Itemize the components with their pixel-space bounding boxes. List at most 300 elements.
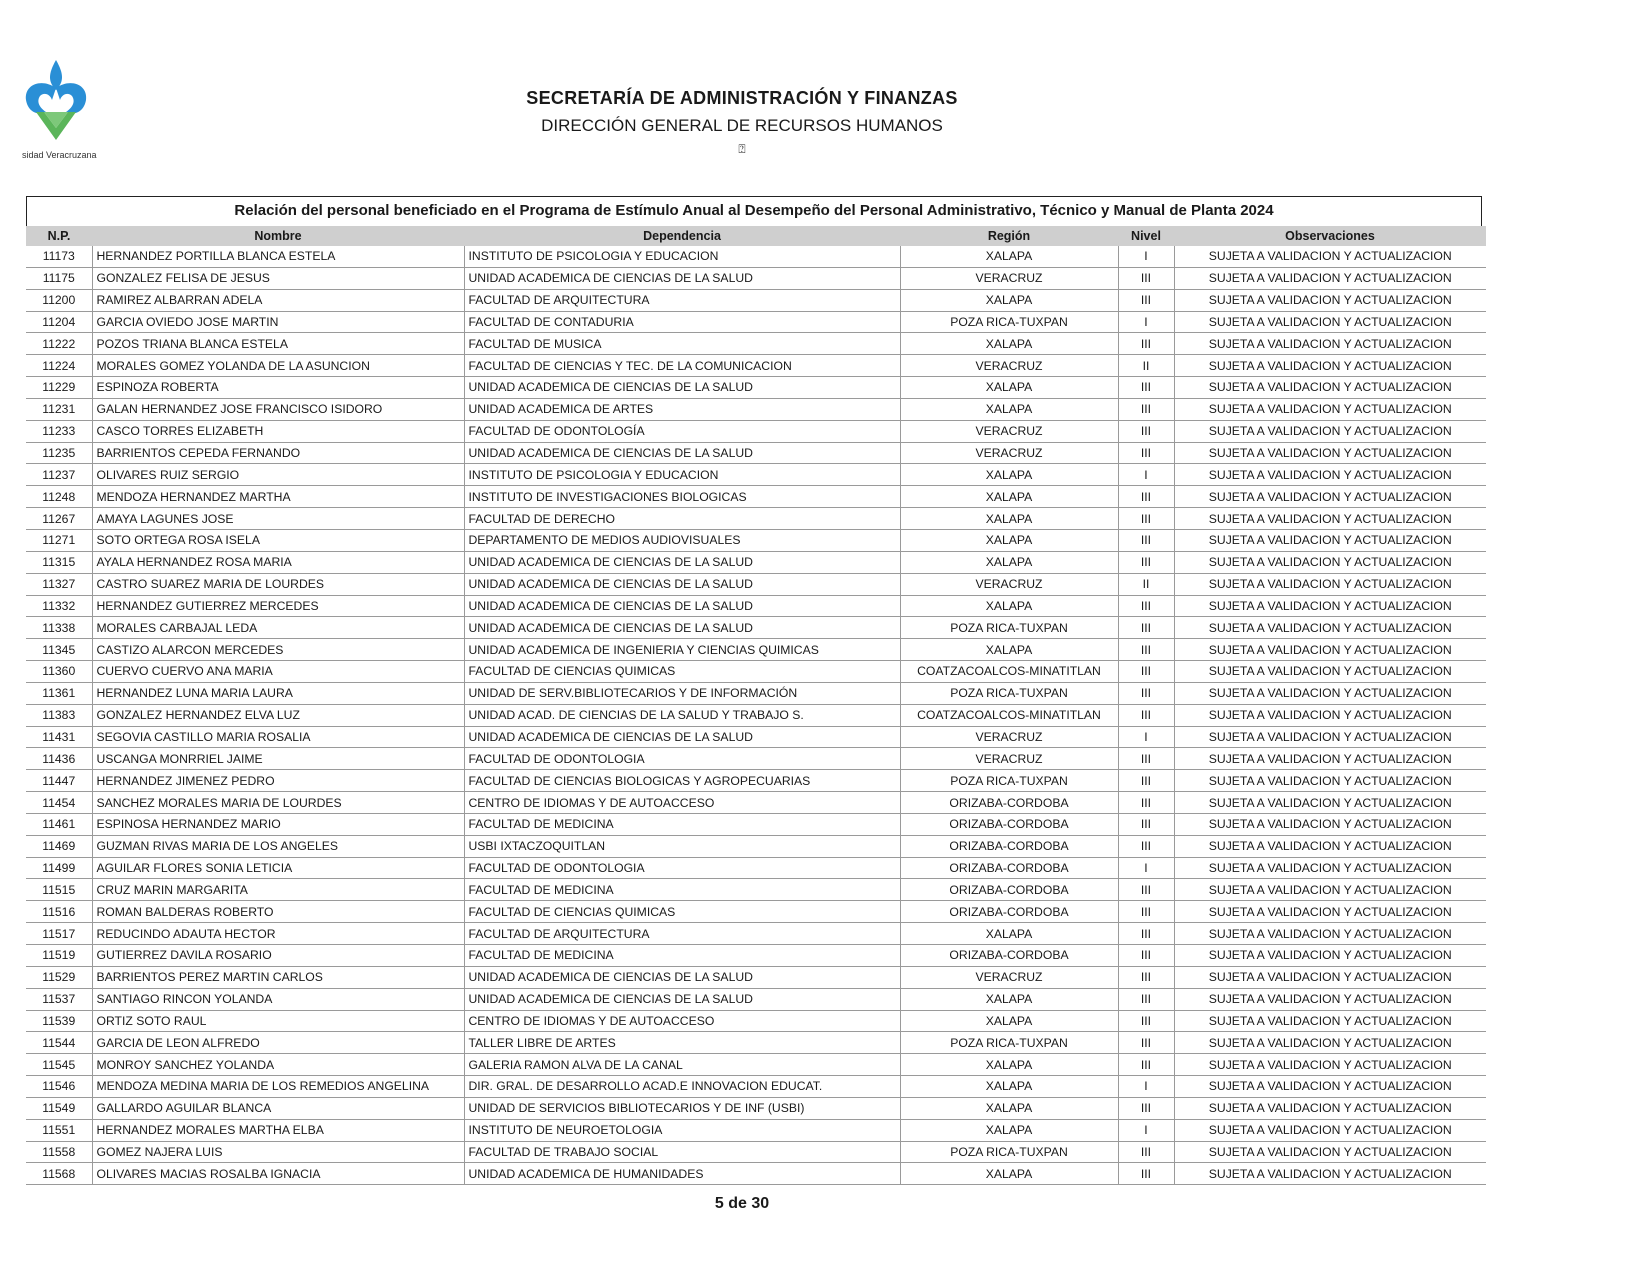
- cell-np: 11315: [26, 551, 92, 573]
- table-row: [26, 464, 1486, 486]
- cell-np: 11338: [26, 617, 92, 639]
- cell-dependencia: INSTITUTO DE INVESTIGACIONES BIOLOGICAS: [464, 486, 900, 508]
- cell-np: 11248: [26, 486, 92, 508]
- table-row: [26, 726, 1486, 748]
- cell-observaciones: SUJETA A VALIDACION Y ACTUALIZACION: [1174, 923, 1486, 945]
- cell-nivel: III: [1118, 333, 1174, 355]
- cell-nivel: III: [1118, 289, 1174, 311]
- cell-nivel: III: [1118, 551, 1174, 573]
- cell-observaciones: SUJETA A VALIDACION Y ACTUALIZACION: [1174, 813, 1486, 835]
- page-subtitle: DIRECCIÓN GENERAL DE RECURSOS HUMANOS: [541, 116, 943, 135]
- table-row: [26, 639, 1486, 661]
- cell-observaciones: SUJETA A VALIDACION Y ACTUALIZACION: [1174, 1163, 1486, 1185]
- cell-np: 11469: [26, 835, 92, 857]
- cell-dependencia: UNIDAD ACADEMICA DE CIENCIAS DE LA SALUD: [464, 551, 900, 573]
- cell-nombre: AMAYA LAGUNES JOSE: [92, 508, 464, 530]
- cell-nivel: III: [1118, 442, 1174, 464]
- table-row: [26, 1032, 1486, 1054]
- cell-np: 11544: [26, 1032, 92, 1054]
- cell-nombre: ORTIZ SOTO RAUL: [92, 1010, 464, 1032]
- cell-dependencia: FACULTAD DE MEDICINA: [464, 945, 900, 967]
- cell-nivel: II: [1118, 573, 1174, 595]
- table-row: [26, 1119, 1486, 1141]
- cell-nivel: III: [1118, 639, 1174, 661]
- table-row: [26, 333, 1486, 355]
- cell-observaciones: SUJETA A VALIDACION Y ACTUALIZACION: [1174, 551, 1486, 573]
- page-title: SECRETARÍA DE ADMINISTRACIÓN Y FINANZAS: [526, 88, 958, 108]
- personnel-table: [26, 226, 1486, 1185]
- cell-region: XALAPA: [900, 923, 1118, 945]
- cell-dependencia: INSTITUTO DE NEUROETOLOGIA: [464, 1119, 900, 1141]
- cell-region: XALAPA: [900, 551, 1118, 573]
- cell-np: 11204: [26, 311, 92, 333]
- cell-nivel: III: [1118, 945, 1174, 967]
- cell-observaciones: SUJETA A VALIDACION Y ACTUALIZACION: [1174, 420, 1486, 442]
- cell-nivel: I: [1118, 311, 1174, 333]
- cell-nivel: III: [1118, 966, 1174, 988]
- logo-text: sidad Veracruzana: [22, 150, 97, 160]
- cell-observaciones: SUJETA A VALIDACION Y ACTUALIZACION: [1174, 770, 1486, 792]
- cell-np: 11551: [26, 1119, 92, 1141]
- cell-np: 11436: [26, 748, 92, 770]
- cell-nombre: HERNANDEZ GUTIERREZ MERCEDES: [92, 595, 464, 617]
- cell-dependencia: TALLER LIBRE DE ARTES: [464, 1032, 900, 1054]
- cell-np: 11224: [26, 355, 92, 377]
- cell-np: 11517: [26, 923, 92, 945]
- cell-dependencia: FACULTAD DE CIENCIAS Y TEC. DE LA COMUNICACION: [464, 355, 900, 377]
- cell-observaciones: SUJETA A VALIDACION Y ACTUALIZACION: [1174, 267, 1486, 289]
- cell-nombre: BARRIENTOS PEREZ MARTIN CARLOS: [92, 966, 464, 988]
- cell-np: 11361: [26, 682, 92, 704]
- cell-observaciones: SUJETA A VALIDACION Y ACTUALIZACION: [1174, 486, 1486, 508]
- cell-np: 11327: [26, 573, 92, 595]
- column-header-dependencia: Dependencia: [464, 226, 900, 246]
- cell-nivel: III: [1118, 835, 1174, 857]
- cell-dependencia: UNIDAD ACADEMICA DE CIENCIAS DE LA SALUD: [464, 988, 900, 1010]
- cell-region: VERACRUZ: [900, 748, 1118, 770]
- cell-observaciones: SUJETA A VALIDACION Y ACTUALIZACION: [1174, 398, 1486, 420]
- cell-np: 11431: [26, 726, 92, 748]
- cell-observaciones: SUJETA A VALIDACION Y ACTUALIZACION: [1174, 595, 1486, 617]
- cell-np: 11229: [26, 377, 92, 399]
- cell-nivel: I: [1118, 726, 1174, 748]
- cell-np: 11549: [26, 1097, 92, 1119]
- cell-dependencia: UNIDAD DE SERV.BIBLIOTECARIOS Y DE INFORMACIÓN: [464, 682, 900, 704]
- cell-np: 11529: [26, 966, 92, 988]
- cell-nombre: GARCIA DE LEON ALFREDO: [92, 1032, 464, 1054]
- cell-np: 11461: [26, 813, 92, 835]
- cell-nivel: III: [1118, 704, 1174, 726]
- cell-dependencia: USBI IXTACZOQUITLAN: [464, 835, 900, 857]
- cell-region: XALAPA: [900, 333, 1118, 355]
- cell-observaciones: SUJETA A VALIDACION Y ACTUALIZACION: [1174, 1010, 1486, 1032]
- cell-nivel: III: [1118, 988, 1174, 1010]
- cell-np: 11539: [26, 1010, 92, 1032]
- cell-observaciones: SUJETA A VALIDACION Y ACTUALIZACION: [1174, 464, 1486, 486]
- cell-np: 11237: [26, 464, 92, 486]
- cell-region: ORIZABA-CORDOBA: [900, 879, 1118, 901]
- table-row: [26, 682, 1486, 704]
- cell-nombre: MENDOZA HERNANDEZ MARTHA: [92, 486, 464, 508]
- cell-region: COATZACOALCOS-MINATITLAN: [900, 661, 1118, 683]
- cell-nivel: III: [1118, 595, 1174, 617]
- cell-nivel: III: [1118, 661, 1174, 683]
- column-header-np: N.P.: [26, 226, 92, 246]
- cell-region: XALAPA: [900, 1163, 1118, 1185]
- cell-nombre: SANTIAGO RINCON YOLANDA: [92, 988, 464, 1010]
- cell-nombre: SEGOVIA CASTILLO MARIA ROSALIA: [92, 726, 464, 748]
- cell-region: POZA RICA-TUXPAN: [900, 617, 1118, 639]
- cell-observaciones: SUJETA A VALIDACION Y ACTUALIZACION: [1174, 661, 1486, 683]
- cell-np: 11360: [26, 661, 92, 683]
- cell-dependencia: UNIDAD ACADEMICA DE CIENCIAS DE LA SALUD: [464, 442, 900, 464]
- cell-dependencia: FACULTAD DE CIENCIAS QUIMICAS: [464, 901, 900, 923]
- cell-np: 11271: [26, 529, 92, 551]
- cell-observaciones: SUJETA A VALIDACION Y ACTUALIZACION: [1174, 966, 1486, 988]
- cell-np: 11267: [26, 508, 92, 530]
- cell-dependencia: FACULTAD DE TRABAJO SOCIAL: [464, 1141, 900, 1163]
- placeholder-glyph: ⍰: [738, 142, 746, 156]
- cell-nombre: USCANGA MONRRIEL JAIME: [92, 748, 464, 770]
- cell-region: XALAPA: [900, 1097, 1118, 1119]
- cell-nombre: MENDOZA MEDINA MARIA DE LOS REMEDIOS ANGELINA: [92, 1076, 464, 1098]
- cell-region: ORIZABA-CORDOBA: [900, 945, 1118, 967]
- table-row: [26, 267, 1486, 289]
- table-row: [26, 748, 1486, 770]
- table-row: [26, 508, 1486, 530]
- cell-observaciones: SUJETA A VALIDACION Y ACTUALIZACION: [1174, 1141, 1486, 1163]
- table-row: [26, 617, 1486, 639]
- cell-dependencia: UNIDAD ACAD. DE CIENCIAS DE LA SALUD Y TRABAJO S.: [464, 704, 900, 726]
- cell-region: XALAPA: [900, 464, 1118, 486]
- cell-dependencia: UNIDAD ACADEMICA DE CIENCIAS DE LA SALUD: [464, 966, 900, 988]
- cell-nombre: CUERVO CUERVO ANA MARIA: [92, 661, 464, 683]
- cell-nivel: III: [1118, 1163, 1174, 1185]
- cell-nombre: CASCO TORRES ELIZABETH: [92, 420, 464, 442]
- cell-np: 11200: [26, 289, 92, 311]
- cell-nombre: RAMIREZ ALBARRAN ADELA: [92, 289, 464, 311]
- cell-dependencia: CENTRO DE IDIOMAS Y DE AUTOACCESO: [464, 1010, 900, 1032]
- cell-nivel: II: [1118, 355, 1174, 377]
- cell-dependencia: FACULTAD DE ARQUITECTURA: [464, 923, 900, 945]
- cell-region: COATZACOALCOS-MINATITLAN: [900, 704, 1118, 726]
- cell-observaciones: SUJETA A VALIDACION Y ACTUALIZACION: [1174, 704, 1486, 726]
- cell-nivel: III: [1118, 267, 1174, 289]
- table-row: [26, 398, 1486, 420]
- cell-nivel: III: [1118, 1010, 1174, 1032]
- cell-dependencia: UNIDAD ACADEMICA DE HUMANIDADES: [464, 1163, 900, 1185]
- cell-np: 11383: [26, 704, 92, 726]
- cell-dependencia: UNIDAD ACADEMICA DE INGENIERIA Y CIENCIAS QUIMICAS: [464, 639, 900, 661]
- cell-region: VERACRUZ: [900, 420, 1118, 442]
- table-row: [26, 988, 1486, 1010]
- cell-nivel: III: [1118, 1032, 1174, 1054]
- cell-nombre: HERNANDEZ JIMENEZ PEDRO: [92, 770, 464, 792]
- cell-nivel: III: [1118, 813, 1174, 835]
- cell-region: XALAPA: [900, 1076, 1118, 1098]
- cell-dependencia: GALERIA RAMON ALVA DE LA CANAL: [464, 1054, 900, 1076]
- cell-np: 11222: [26, 333, 92, 355]
- cell-region: XALAPA: [900, 595, 1118, 617]
- cell-dependencia: FACULTAD DE ODONTOLOGIA: [464, 857, 900, 879]
- cell-region: ORIZABA-CORDOBA: [900, 813, 1118, 835]
- table-row: [26, 945, 1486, 967]
- cell-region: XALAPA: [900, 486, 1118, 508]
- cell-nombre: GALAN HERNANDEZ JOSE FRANCISCO ISIDORO: [92, 398, 464, 420]
- cell-observaciones: SUJETA A VALIDACION Y ACTUALIZACION: [1174, 792, 1486, 814]
- cell-region: XALAPA: [900, 639, 1118, 661]
- cell-nombre: OLIVARES RUIZ SERGIO: [92, 464, 464, 486]
- cell-nombre: CRUZ MARIN MARGARITA: [92, 879, 464, 901]
- table-body: [26, 246, 1486, 1185]
- cell-np: 11454: [26, 792, 92, 814]
- cell-nombre: HERNANDEZ LUNA MARIA LAURA: [92, 682, 464, 704]
- cell-dependencia: DEPARTAMENTO DE MEDIOS AUDIOVISUALES: [464, 529, 900, 551]
- cell-dependencia: UNIDAD ACADEMICA DE ARTES: [464, 398, 900, 420]
- table-row: [26, 595, 1486, 617]
- cell-observaciones: SUJETA A VALIDACION Y ACTUALIZACION: [1174, 726, 1486, 748]
- table-row: [26, 770, 1486, 792]
- table-title-box: [26, 196, 1482, 226]
- cell-observaciones: SUJETA A VALIDACION Y ACTUALIZACION: [1174, 529, 1486, 551]
- cell-np: 11447: [26, 770, 92, 792]
- table-row: [26, 879, 1486, 901]
- cell-region: VERACRUZ: [900, 355, 1118, 377]
- table-row: [26, 1141, 1486, 1163]
- cell-region: VERACRUZ: [900, 442, 1118, 464]
- cell-np: 11332: [26, 595, 92, 617]
- table-row: [26, 1054, 1486, 1076]
- table-row: [26, 923, 1486, 945]
- cell-nivel: III: [1118, 879, 1174, 901]
- cell-dependencia: FACULTAD DE MUSICA: [464, 333, 900, 355]
- cell-nivel: III: [1118, 377, 1174, 399]
- cell-observaciones: SUJETA A VALIDACION Y ACTUALIZACION: [1174, 1119, 1486, 1141]
- cell-nombre: CASTRO SUAREZ MARIA DE LOURDES: [92, 573, 464, 595]
- cell-nivel: I: [1118, 246, 1174, 267]
- cell-dependencia: UNIDAD ACADEMICA DE CIENCIAS DE LA SALUD: [464, 267, 900, 289]
- cell-dependencia: FACULTAD DE MEDICINA: [464, 813, 900, 835]
- cell-dependencia: FACULTAD DE ODONTOLOGÍA: [464, 420, 900, 442]
- cell-nivel: III: [1118, 486, 1174, 508]
- cell-observaciones: SUJETA A VALIDACION Y ACTUALIZACION: [1174, 289, 1486, 311]
- cell-region: POZA RICA-TUXPAN: [900, 682, 1118, 704]
- cell-nombre: GOMEZ NAJERA LUIS: [92, 1141, 464, 1163]
- cell-nivel: III: [1118, 529, 1174, 551]
- cell-region: XALAPA: [900, 988, 1118, 1010]
- cell-nombre: AGUILAR FLORES SONIA LETICIA: [92, 857, 464, 879]
- table-row: [26, 835, 1486, 857]
- cell-nivel: III: [1118, 617, 1174, 639]
- cell-nombre: GALLARDO AGUILAR BLANCA: [92, 1097, 464, 1119]
- cell-region: XALAPA: [900, 1119, 1118, 1141]
- table-row: [26, 792, 1486, 814]
- cell-region: ORIZABA-CORDOBA: [900, 857, 1118, 879]
- table-row: [26, 311, 1486, 333]
- table-row: [26, 704, 1486, 726]
- cell-nivel: I: [1118, 464, 1174, 486]
- cell-region: VERACRUZ: [900, 267, 1118, 289]
- cell-nombre: ROMAN BALDERAS ROBERTO: [92, 901, 464, 923]
- column-header-region: Región: [900, 226, 1118, 246]
- cell-observaciones: SUJETA A VALIDACION Y ACTUALIZACION: [1174, 442, 1486, 464]
- cell-np: 11235: [26, 442, 92, 464]
- cell-nombre: OLIVARES MACIAS ROSALBA IGNACIA: [92, 1163, 464, 1185]
- cell-dependencia: FACULTAD DE DERECHO: [464, 508, 900, 530]
- cell-region: VERACRUZ: [900, 726, 1118, 748]
- table-row: [26, 246, 1486, 267]
- cell-nivel: III: [1118, 1097, 1174, 1119]
- cell-nombre: AYALA HERNANDEZ ROSA MARIA: [92, 551, 464, 573]
- cell-nivel: III: [1118, 1054, 1174, 1076]
- cell-observaciones: SUJETA A VALIDACION Y ACTUALIZACION: [1174, 1032, 1486, 1054]
- cell-region: XALAPA: [900, 377, 1118, 399]
- cell-dependencia: UNIDAD ACADEMICA DE CIENCIAS DE LA SALUD: [464, 726, 900, 748]
- cell-observaciones: SUJETA A VALIDACION Y ACTUALIZACION: [1174, 508, 1486, 530]
- cell-dependencia: FACULTAD DE CONTADURIA: [464, 311, 900, 333]
- cell-dependencia: UNIDAD ACADEMICA DE CIENCIAS DE LA SALUD: [464, 377, 900, 399]
- cell-np: 11558: [26, 1141, 92, 1163]
- cell-observaciones: SUJETA A VALIDACION Y ACTUALIZACION: [1174, 1097, 1486, 1119]
- cell-observaciones: SUJETA A VALIDACION Y ACTUALIZACION: [1174, 682, 1486, 704]
- cell-region: XALAPA: [900, 246, 1118, 267]
- table-header-row: [26, 226, 1486, 246]
- cell-dependencia: UNIDAD ACADEMICA DE CIENCIAS DE LA SALUD: [464, 595, 900, 617]
- cell-nombre: GARCIA OVIEDO JOSE MARTIN: [92, 311, 464, 333]
- cell-nombre: SANCHEZ MORALES MARIA DE LOURDES: [92, 792, 464, 814]
- cell-observaciones: SUJETA A VALIDACION Y ACTUALIZACION: [1174, 311, 1486, 333]
- cell-region: VERACRUZ: [900, 573, 1118, 595]
- table-row: [26, 813, 1486, 835]
- cell-nombre: POZOS TRIANA BLANCA ESTELA: [92, 333, 464, 355]
- cell-nivel: III: [1118, 770, 1174, 792]
- cell-dependencia: FACULTAD DE ODONTOLOGIA: [464, 748, 900, 770]
- cell-nivel: III: [1118, 792, 1174, 814]
- cell-dependencia: FACULTAD DE CIENCIAS QUIMICAS: [464, 661, 900, 683]
- table-row: [26, 289, 1486, 311]
- cell-nombre: SOTO ORTEGA ROSA ISELA: [92, 529, 464, 551]
- column-header-nombre: Nombre: [92, 226, 464, 246]
- table-row: [26, 420, 1486, 442]
- cell-nombre: BARRIENTOS CEPEDA FERNANDO: [92, 442, 464, 464]
- cell-dependencia: CENTRO DE IDIOMAS Y DE AUTOACCESO: [464, 792, 900, 814]
- cell-dependencia: UNIDAD ACADEMICA DE CIENCIAS DE LA SALUD: [464, 617, 900, 639]
- table-row: [26, 529, 1486, 551]
- cell-nivel: III: [1118, 508, 1174, 530]
- cell-region: ORIZABA-CORDOBA: [900, 792, 1118, 814]
- cell-region: ORIZABA-CORDOBA: [900, 901, 1118, 923]
- cell-np: 11537: [26, 988, 92, 1010]
- cell-nombre: MORALES GOMEZ YOLANDA DE LA ASUNCION: [92, 355, 464, 377]
- cell-nivel: III: [1118, 901, 1174, 923]
- table-row: [26, 1163, 1486, 1185]
- cell-nombre: HERNANDEZ PORTILLA BLANCA ESTELA: [92, 246, 464, 267]
- table-title: Relación del personal beneficiado en el Programa de Estímulo Anual al Desempeño del Personal Administrativo, Técnico y Manual de Planta 2024: [234, 202, 1274, 219]
- cell-region: XALAPA: [900, 508, 1118, 530]
- cell-nivel: I: [1118, 1076, 1174, 1098]
- cell-np: 11345: [26, 639, 92, 661]
- cell-dependencia: INSTITUTO DE PSICOLOGIA Y EDUCACION: [464, 464, 900, 486]
- cell-region: POZA RICA-TUXPAN: [900, 1032, 1118, 1054]
- table-row: [26, 1076, 1486, 1098]
- cell-observaciones: SUJETA A VALIDACION Y ACTUALIZACION: [1174, 377, 1486, 399]
- table-row: [26, 573, 1486, 595]
- cell-observaciones: SUJETA A VALIDACION Y ACTUALIZACION: [1174, 246, 1486, 267]
- cell-nombre: ESPINOZA ROBERTA: [92, 377, 464, 399]
- table-row: [26, 857, 1486, 879]
- cell-nombre: GUZMAN RIVAS MARIA DE LOS ANGELES: [92, 835, 464, 857]
- cell-region: XALAPA: [900, 1010, 1118, 1032]
- page-number: 5 de 30: [714, 1195, 770, 1212]
- table-row: [26, 551, 1486, 573]
- cell-np: 11499: [26, 857, 92, 879]
- cell-nombre: CASTIZO ALARCON MERCEDES: [92, 639, 464, 661]
- cell-nombre: GONZALEZ HERNANDEZ ELVA LUZ: [92, 704, 464, 726]
- cell-observaciones: SUJETA A VALIDACION Y ACTUALIZACION: [1174, 333, 1486, 355]
- cell-observaciones: SUJETA A VALIDACION Y ACTUALIZACION: [1174, 988, 1486, 1010]
- cell-observaciones: SUJETA A VALIDACION Y ACTUALIZACION: [1174, 748, 1486, 770]
- cell-np: 11515: [26, 879, 92, 901]
- cell-dependencia: INSTITUTO DE PSICOLOGIA Y EDUCACION: [464, 246, 900, 267]
- cell-dependencia: FACULTAD DE CIENCIAS BIOLOGICAS Y AGROPECUARIAS: [464, 770, 900, 792]
- cell-nivel: I: [1118, 857, 1174, 879]
- cell-observaciones: SUJETA A VALIDACION Y ACTUALIZACION: [1174, 945, 1486, 967]
- cell-observaciones: SUJETA A VALIDACION Y ACTUALIZACION: [1174, 1054, 1486, 1076]
- cell-observaciones: SUJETA A VALIDACION Y ACTUALIZACION: [1174, 901, 1486, 923]
- column-header-observaciones: Observaciones: [1174, 226, 1486, 246]
- cell-observaciones: SUJETA A VALIDACION Y ACTUALIZACION: [1174, 355, 1486, 377]
- cell-nivel: III: [1118, 748, 1174, 770]
- cell-dependencia: DIR. GRAL. DE DESARROLLO ACAD.E INNOVACION EDUCAT.: [464, 1076, 900, 1098]
- cell-nombre: MONROY SANCHEZ YOLANDA: [92, 1054, 464, 1076]
- cell-dependencia: FACULTAD DE ARQUITECTURA: [464, 289, 900, 311]
- table-row: [26, 901, 1486, 923]
- cell-np: 11568: [26, 1163, 92, 1185]
- table-row: [26, 442, 1486, 464]
- cell-nivel: III: [1118, 682, 1174, 704]
- cell-region: ORIZABA-CORDOBA: [900, 835, 1118, 857]
- cell-observaciones: SUJETA A VALIDACION Y ACTUALIZACION: [1174, 617, 1486, 639]
- cell-observaciones: SUJETA A VALIDACION Y ACTUALIZACION: [1174, 857, 1486, 879]
- cell-region: VERACRUZ: [900, 966, 1118, 988]
- table-row: [26, 1010, 1486, 1032]
- cell-np: 11231: [26, 398, 92, 420]
- cell-nivel: III: [1118, 1141, 1174, 1163]
- cell-observaciones: SUJETA A VALIDACION Y ACTUALIZACION: [1174, 879, 1486, 901]
- cell-region: POZA RICA-TUXPAN: [900, 311, 1118, 333]
- cell-nombre: HERNANDEZ MORALES MARTHA ELBA: [92, 1119, 464, 1141]
- cell-np: 11233: [26, 420, 92, 442]
- table-row: [26, 486, 1486, 508]
- cell-nombre: REDUCINDO ADAUTA HECTOR: [92, 923, 464, 945]
- cell-nivel: I: [1118, 1119, 1174, 1141]
- cell-nivel: III: [1118, 923, 1174, 945]
- cell-observaciones: SUJETA A VALIDACION Y ACTUALIZACION: [1174, 835, 1486, 857]
- cell-nombre: ESPINOSA HERNANDEZ MARIO: [92, 813, 464, 835]
- table-row: [26, 966, 1486, 988]
- cell-region: POZA RICA-TUXPAN: [900, 770, 1118, 792]
- cell-nombre: MORALES CARBAJAL LEDA: [92, 617, 464, 639]
- cell-np: 11173: [26, 246, 92, 267]
- cell-region: XALAPA: [900, 1054, 1118, 1076]
- cell-dependencia: UNIDAD DE SERVICIOS BIBLIOTECARIOS Y DE INF (USBI): [464, 1097, 900, 1119]
- cell-nombre: GUTIERREZ DAVILA ROSARIO: [92, 945, 464, 967]
- table-row: [26, 355, 1486, 377]
- table-row: [26, 1097, 1486, 1119]
- cell-np: 11546: [26, 1076, 92, 1098]
- table-row: [26, 661, 1486, 683]
- cell-observaciones: SUJETA A VALIDACION Y ACTUALIZACION: [1174, 639, 1486, 661]
